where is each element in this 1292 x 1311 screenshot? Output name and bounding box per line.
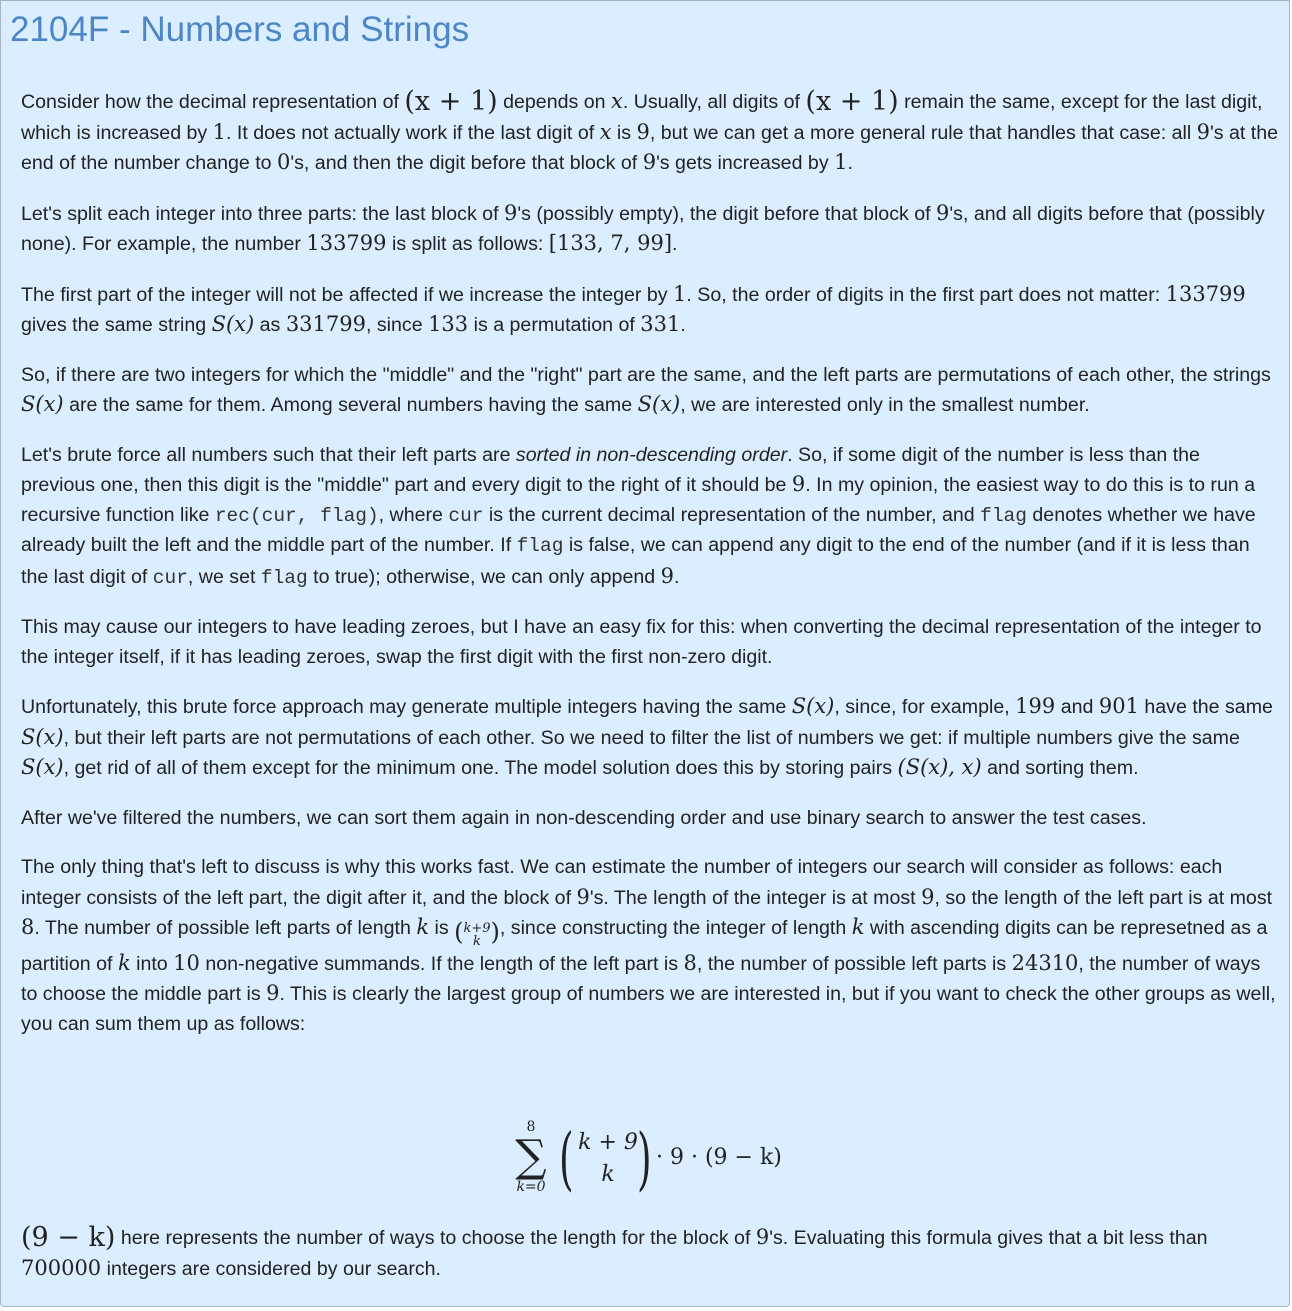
p7-text-d: have the same (1138, 696, 1273, 718)
p10-math-2: 9 (755, 1225, 770, 1249)
p5-math-2: 9 (660, 563, 674, 588)
p3-text-f: is a permutation of (468, 314, 641, 336)
p2-math-2: 9 (936, 200, 950, 225)
p9-text-d: . The number of possible left parts of length (34, 917, 417, 939)
p3-text-b: . So, the order of digits in the first part does not matter: (686, 283, 1166, 306)
p3-text-e: , since (365, 314, 429, 336)
p7-math-5: S(x) (21, 755, 64, 779)
editorial-content (21, 87, 1279, 1059)
p3-math-3: S(x) (211, 312, 255, 336)
sigma-symbol: ∑ (515, 1131, 547, 1182)
p1-math-5: x (599, 119, 612, 144)
p5-text-a: Let's brute force all numbers such that their left parts are (21, 443, 516, 466)
p1-math-3: (x + 1) (805, 86, 899, 117)
paragraph-5 (21, 441, 1279, 594)
p2-text-e: . (672, 233, 678, 255)
p1-text-j: 's gets increased by (656, 152, 835, 174)
paragraph-9 (21, 853, 1279, 1039)
p5-text-b: . So, if some digit of the number is less than the previous one, then this digit is the "middle" part and every digit to the right of it should be (21, 443, 1200, 496)
p5-text-j: . (673, 565, 680, 588)
summation-formula (491, 1119, 811, 1205)
inline-binomial-top: k+9 (463, 920, 491, 936)
binomial-left-paren: ( (558, 1120, 574, 1199)
p5-text-g: is false, we can append any digit to the end of the number (and if it is less than the last digit of (21, 534, 1250, 588)
p2-math-1: 9 (503, 200, 518, 225)
p2-text-a: Let's split each integer into three parts: the last block of (21, 202, 504, 225)
p1-math-2: x (610, 89, 623, 113)
p5-code-5: cur (152, 566, 188, 589)
paragraph-2 (21, 199, 1279, 260)
p7-math-3: 901 (1098, 694, 1139, 718)
p1-math-8: 0 (277, 150, 291, 174)
p2-math-4: [133, 7, 99] (548, 231, 673, 255)
summation-operator (509, 1119, 553, 1195)
paragraph-4 (21, 361, 1279, 421)
p1-text-i: 's, and then the digit before that block of (290, 152, 643, 174)
p5-code-1: rec(cur, flag) (214, 504, 379, 527)
p1-text-h: 's at the end of the number change to (21, 121, 1279, 174)
p4-math-1: S(x) (21, 392, 64, 416)
binomial-top: k + 9 (578, 1130, 638, 1155)
p9-math-6: k (117, 950, 131, 975)
p9-math-4: k (416, 915, 430, 939)
p1-text-c: . Usually, all digits of (622, 91, 806, 113)
p1-text-b: depends on (497, 91, 611, 113)
p9-text-k: , the number of ways to choose the middle part is (21, 952, 1261, 1005)
p5-text-i: to true); otherwise, we can only append (307, 565, 661, 588)
p4-text-a: So, if there are two integers for which the "middle" and the "right" part are the same, and the left parts are permutations of each other, the strings (21, 363, 1271, 386)
p9-text-l: . This is clearly the largest group of numbers we are interested in, but if you want to check the other groups as well, you can sum them up as follows: (21, 983, 1276, 1035)
p4-text-c: , we are interested only in the smallest number. (680, 394, 1090, 416)
p10-math-3: 700000 (21, 1255, 102, 1280)
p1-math-4: 1 (212, 119, 227, 144)
paragraph-10 (21, 1223, 1279, 1284)
p1-text-d: remain the same, except for the last digit, which is increased by (21, 91, 1263, 144)
p9-math-9: 24310 (1011, 950, 1079, 975)
p10-text-a: here represents the number of ways to choose the length for the block of (115, 1227, 756, 1249)
paragraph-1 (21, 87, 1279, 179)
p1-math-6: 9 (636, 119, 650, 144)
p5-emphasis: sorted in non-descending order (515, 443, 788, 466)
p2-math-3: 133799 (306, 231, 387, 255)
binomial-right-paren: ) (636, 1120, 652, 1199)
binomial-coefficient (573, 1127, 643, 1191)
p9-text-g: with ascending digits can be represetned as a partition of (21, 917, 1268, 975)
p4-math-2: S(x) (637, 392, 681, 416)
p3-text-d: as (254, 314, 286, 336)
p5-code-4: flag (516, 535, 564, 557)
p5-code-3: flag (980, 504, 1027, 527)
p7-text-a: Unfortunately, this brute force approach may generate multiple integers having the same (21, 696, 792, 718)
p5-code-6: flag (260, 566, 308, 589)
p7-text-b: , since, for example, (834, 696, 1016, 718)
p9-text-a: The only thing that's left to discuss is why this works fast. We can estimate the number of integers our search will consider as follows: each integer consists of the left part, the digit after it, and the block of (21, 856, 1223, 909)
p9-text-i: non-negative summands. If the length of the left part is (199, 952, 684, 975)
p10-text-c: integers are considered by our search. (101, 1257, 441, 1280)
p1-text-k: . (847, 152, 853, 174)
p2-text-d: is split as follows: (386, 233, 549, 255)
p2-text-b: 's (possibly empty), the digit before that block of (517, 202, 937, 225)
p5-text-e: is the current decimal representation of the number, and (483, 503, 981, 526)
p1-math-10: 1 (834, 150, 848, 174)
paragraph-6: This may cause our integers to have leading zeroes, but I have an easy fix for this: when converting the decimal representation of the integer to the integer itself, if it has leading zeroes, swap the first digit with the first non-zero digit. (21, 616, 1262, 668)
summation-lower-limit: k=0 (516, 1179, 546, 1195)
p5-text-c: . In my opinion, the easiest way to do this is to run a recursive function like (21, 474, 1256, 526)
p3-text-g: . (680, 314, 686, 336)
paragraph-3 (21, 280, 1279, 341)
p9-math-10: 9 (266, 981, 280, 1005)
p9-text-j: , the number of possible left parts is (696, 952, 1012, 975)
inline-binomial: (k+9 k ) (454, 918, 500, 949)
p5-code-2: cur (448, 504, 484, 527)
p3-text-c: gives the same string (21, 314, 212, 336)
p9-math-1: 9 (576, 884, 590, 909)
p7-math-1: S(x) (791, 694, 835, 718)
p1-math-1: (x + 1) (404, 86, 498, 117)
p9-text-e: is (429, 917, 455, 939)
p9-math-8: 8 (683, 950, 697, 975)
p7-math-2: 199 (1015, 694, 1056, 718)
p5-math-1: 9 (791, 472, 806, 496)
p1-math-7: 9 (1196, 119, 1211, 144)
p7-text-c: and (1055, 696, 1099, 718)
p3-math-1: 1 (673, 281, 687, 306)
p7-text-f: , get rid of all of them except for the minimum one. The model solution does this by storing pairs (63, 757, 898, 779)
p9-math-7: 10 (173, 950, 200, 975)
paragraph-7 (21, 692, 1279, 784)
summation-upper-limit: 8 (526, 1119, 536, 1135)
p3-math-2: 133799 (1165, 281, 1246, 306)
paragraph-8: After we've filtered the numbers, we can sort them again in non-descending order and use binary search to answer the test cases. (21, 806, 1147, 829)
binomial-bottom: k (601, 1162, 615, 1187)
p1-text-g: , but we can get a more general rule that handles that case: all (649, 121, 1197, 144)
p1-math-9: 9 (642, 150, 657, 174)
p3-math-6: 331 (640, 312, 681, 336)
inline-binomial-bottom: k (473, 933, 481, 949)
p7-text-g: and sorting them. (981, 757, 1139, 779)
p9-math-3: 8 (21, 915, 35, 939)
formula-tail: · 9 · (9 − k) (656, 1145, 782, 1170)
p9-math-5: k (851, 915, 865, 939)
p3-math-4: 331799 (285, 312, 366, 336)
p1-text-f: is (611, 121, 637, 144)
p4-text-b: are the same for them. Among several numbers having the same (63, 394, 638, 416)
p9-text-f: , since constructing the integer of length (499, 917, 852, 939)
p5-text-d: , where (378, 503, 449, 526)
p1-text-e: . It does not actually work if the last digit of (226, 121, 600, 144)
p1-text-a: Consider how the decimal representation of (21, 91, 405, 113)
p9-text-c: , so the length of the left part is at most (934, 886, 1273, 909)
p2-text-c: 's, and all digits before that (possibly none). For example, the number (21, 202, 1265, 255)
p9-text-h: into (130, 952, 174, 975)
p9-math-2: 9 (921, 884, 935, 909)
p10-text-b: 's. Evaluating this formula gives that a bit less than (769, 1227, 1208, 1249)
p7-math-4: S(x) (21, 724, 64, 749)
p7-math-6: (S(x), x) (897, 755, 982, 779)
p3-text-a: The first part of the integer will not be affected if we increase the integer by (21, 283, 674, 306)
p5-text-f: denotes whether we have already built the left and the middle part of the number. If (21, 503, 1256, 556)
p5-text-h: , we set (187, 565, 261, 588)
closing-content (21, 1223, 1279, 1304)
p7-text-e: , but their left parts are not permutations of each other. So we need to filter the list of numbers we get: if multiple numbers give the same (63, 726, 1240, 749)
p10-math-1: (9 − k) (21, 1222, 116, 1253)
p9-text-b: 's. The length of the integer is at most (589, 886, 922, 909)
p3-math-5: 133 (428, 312, 469, 336)
page-title: 2104F - Numbers and Strings (10, 10, 470, 49)
